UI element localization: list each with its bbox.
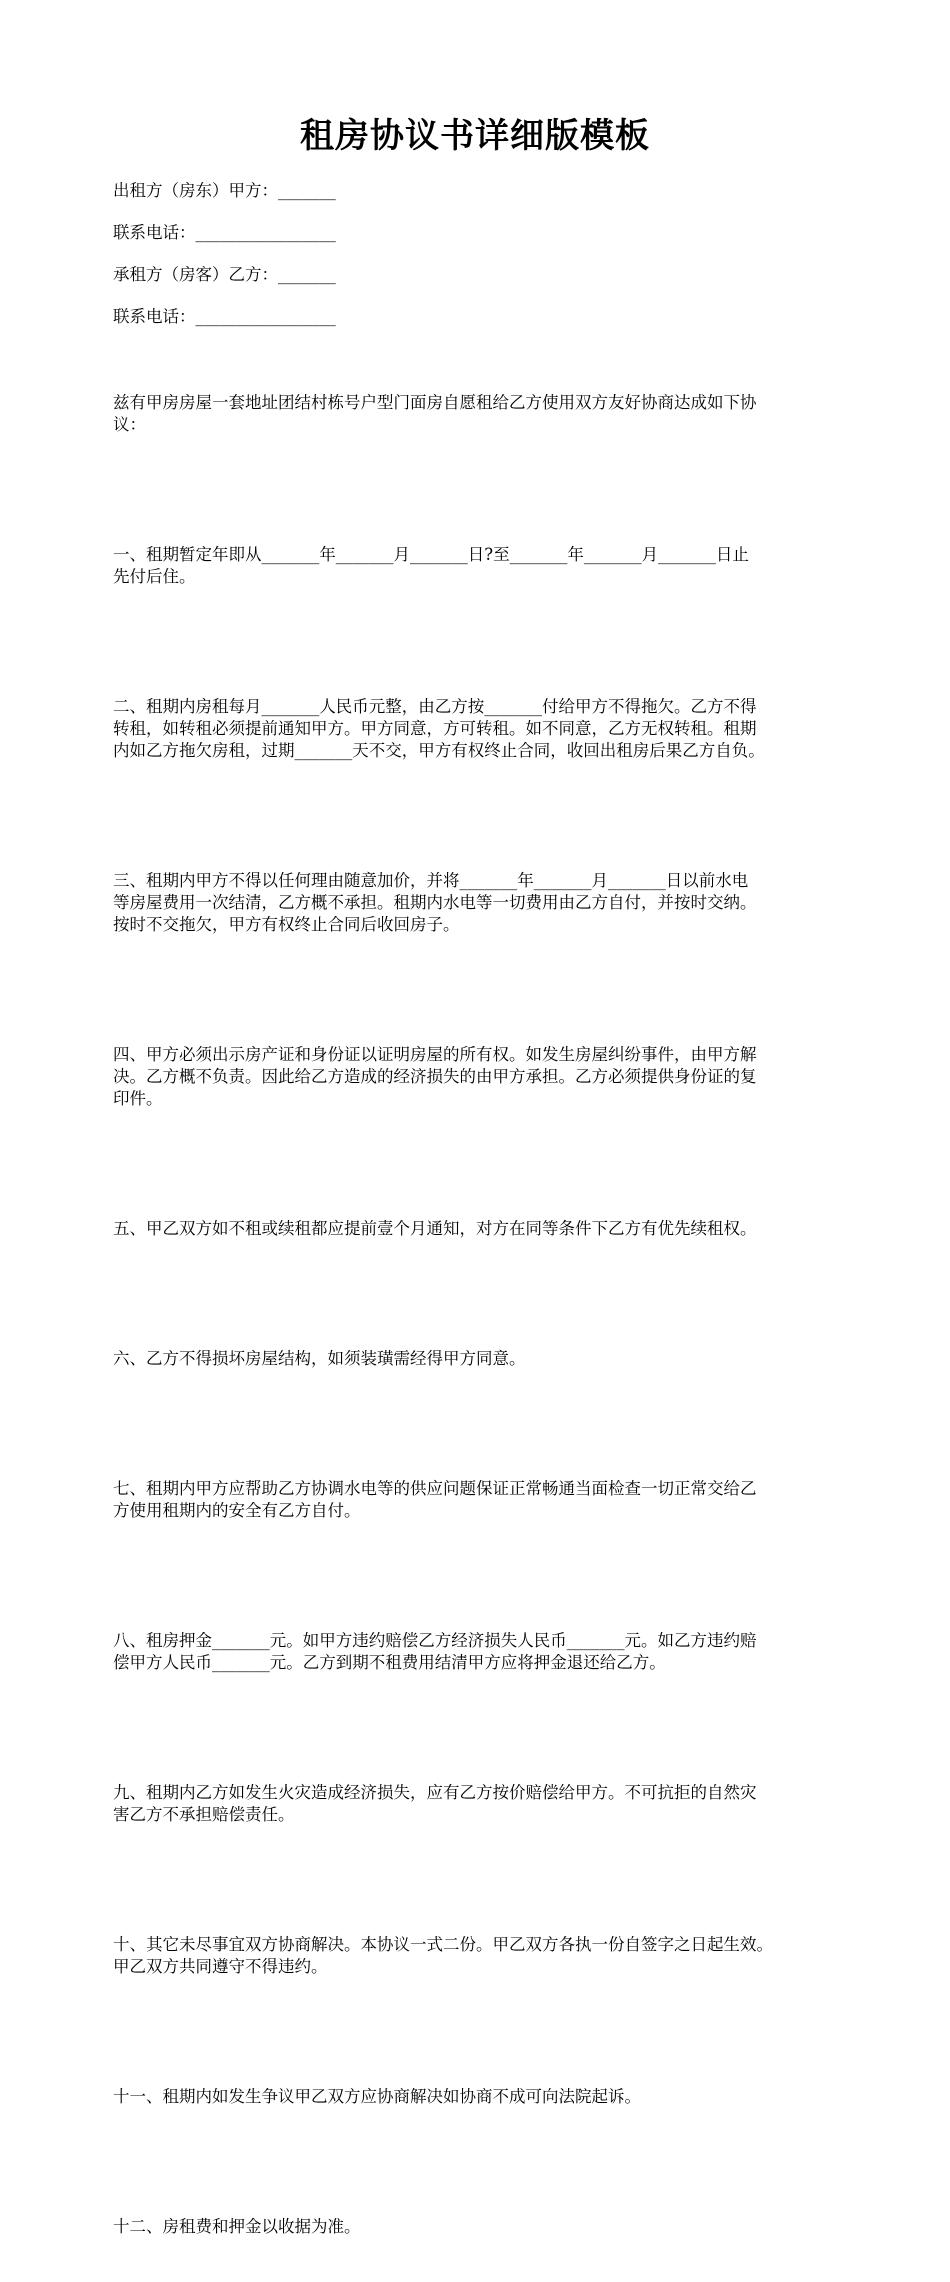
clause-3 xyxy=(113,826,848,980)
text-line: 二、租期内房租每月_______人民币元整，由乙方按_______付给甲方不得拖欠。乙方不得 xyxy=(113,697,757,716)
text-line: 转租，如转租必须提前通知甲方。甲方同意，方可转租。如不同意，乙方无权转租。租期 xyxy=(113,719,757,738)
text-line: 八、租房押金_______元。如甲方违约赔偿乙方经济损失人民币_______元。如乙方违约赔 xyxy=(113,1631,757,1650)
text-line: 十、其它未尽事宜双方协商解决。本协议一式二份。甲乙双方各执一份自签字之日起生效。 xyxy=(113,1935,773,1954)
text-line: 印件。 xyxy=(113,1089,163,1108)
tenant-phone-field: 联系电话：_________________ xyxy=(113,307,336,326)
clause-5 xyxy=(113,1174,848,1284)
clause-4 xyxy=(113,1000,848,1154)
text-line: 偿甲方人民币_______元。乙方到期不租费用结清甲方应将押金退还给乙方。 xyxy=(113,1653,666,1672)
clause-10 xyxy=(113,1890,848,2022)
tenant-field: 承租方（房客）乙方：_______ xyxy=(113,265,336,284)
text-line: 三、租期内甲方不得以任何理由随意加价，并将_______年_______月_______日以前水电 xyxy=(113,871,749,890)
landlord-field: 出租方（房东）甲方：_______ xyxy=(113,181,336,200)
text-line: 兹有甲房房屋一套地址团结村栋号户型门面房自愿租给乙方使用双方友好协商达成如下协 xyxy=(113,393,757,412)
text-line: 九、租期内乙方如发生火灾造成经济损失，应有乙方按价赔偿给甲方。不可抗拒的自然灾 xyxy=(113,1783,757,1802)
text-line: 内如乙方拖欠房租，过期_______天不交，甲方有权终止合同，收回出租房后果乙方自负。 xyxy=(113,741,765,760)
text-line: 六、乙方不得损坏房屋结构，如须装璜需经得甲方同意。 xyxy=(113,1349,526,1368)
text-line: 先付后住。 xyxy=(113,567,196,586)
text-line: 七、租期内甲方应帮助乙方协调水电等的供应问题保证正常畅通当面检查一切正常交给乙 xyxy=(113,1479,757,1498)
clause-11 xyxy=(113,2042,848,2152)
clause-6 xyxy=(113,1304,848,1414)
clause-2 xyxy=(113,652,848,806)
text-line: 等房屋费用一次结清，乙方概不承担。租期内水电等一切费用由乙方自付，并按时交纳。 xyxy=(113,893,757,912)
text-line: 决。乙方概不负责。因此给乙方造成的经济损失的由甲方承担。乙方必须提供身份证的复 xyxy=(113,1067,757,1086)
text-line: 一、租期暂定年即从_______年_______月_______日?至_______年_______月_______日止 xyxy=(113,545,749,564)
document-title: 租房协议书详细版模板 xyxy=(300,116,650,156)
text-line: 按时不交拖欠，甲方有权终止合同后收回房子。 xyxy=(113,915,460,934)
clause-7 xyxy=(113,1434,848,1566)
clause-1 xyxy=(113,500,848,632)
text-line: 方使用租期内的安全有乙方自付。 xyxy=(113,1501,361,1520)
clause-12 xyxy=(113,2172,848,2282)
intro-paragraph xyxy=(113,348,848,480)
document-body xyxy=(113,180,848,2282)
text-line: 五、甲乙双方如不租或续租都应提前壹个月通知，对方在同等条件下乙方有优先续租权。 xyxy=(113,1219,757,1238)
text-line: 十一、租期内如发生争议甲乙双方应协商解决如协商不成可向法院起诉。 xyxy=(113,2087,641,2106)
text-line: 十二、房租费和押金以收据为准。 xyxy=(113,2217,361,2236)
landlord-phone-field: 联系电话：_________________ xyxy=(113,223,336,242)
clause-9 xyxy=(113,1738,848,1870)
text-line: 甲乙双方共同遵守不得违约。 xyxy=(113,1957,328,1976)
clause-8 xyxy=(113,1586,848,1718)
text-line: 害乙方不承担赔偿责任。 xyxy=(113,1805,295,1824)
text-line: 四、甲方必须出示房产证和身份证以证明房屋的所有权。如发生房屋纠纷事件，由甲方解 xyxy=(113,1045,757,1064)
text-line: 议： xyxy=(113,415,146,434)
